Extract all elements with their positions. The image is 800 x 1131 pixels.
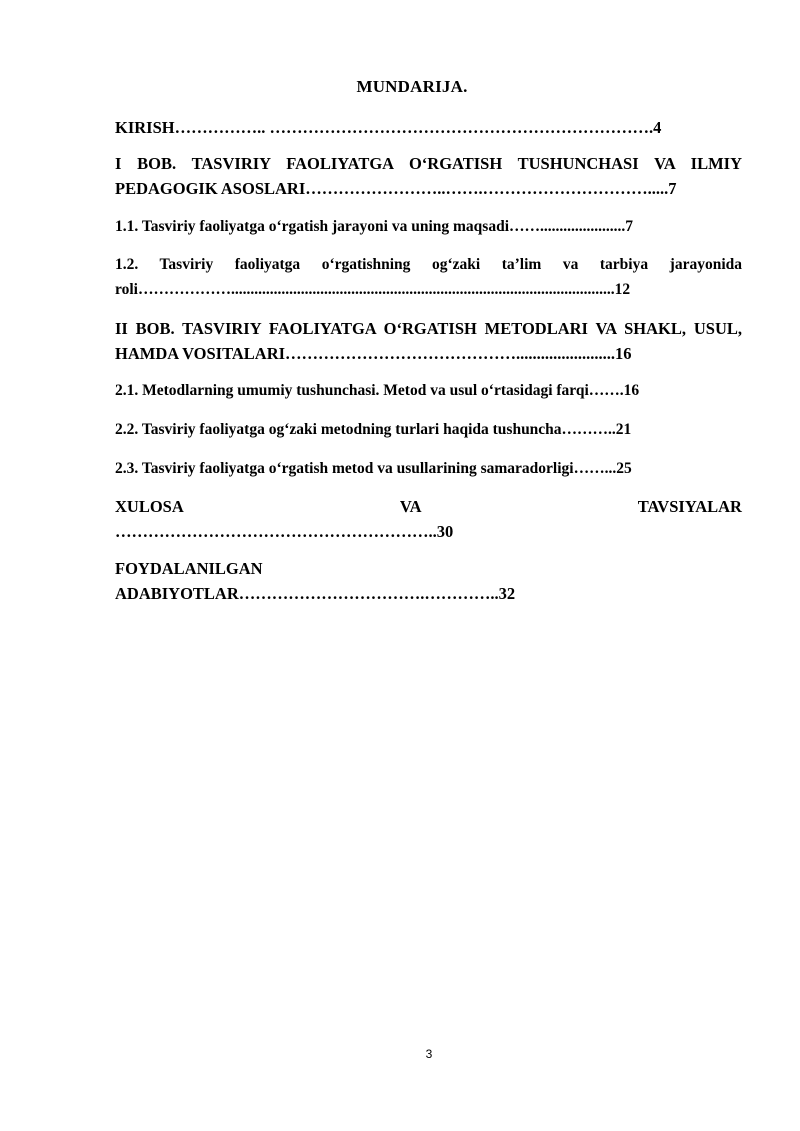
toc-entry-section-1-2: 1.2. Tasviriy faoliyatga o‘rgatishning og‘zaki ta’lim va tarbiya jarayonida roli………………...................................................................................................12 — [115, 256, 742, 298]
toc-entry-section-2-1: 2.1. Metodlarning umumiy tushunchasi. Metod va usul o‘rtasidagi farqi…….16 — [115, 382, 640, 399]
toc-entry-xulosa-line-2: …………………………………………………..30 — [115, 522, 454, 541]
table-of-contents — [115, 115, 742, 606]
toc-entry-section-1-1: 1.1. Tasviriy faoliyatga o‘rgatish jarayoni va uning maqsadi……......................7 — [115, 218, 634, 235]
toc-entry-kirish: KIRISH…………….. …………………………………………………………….4 — [115, 118, 662, 137]
page-number: 3 — [425, 1047, 433, 1061]
toc-entry-foydalanilgan-line-2: ADABIYOTLAR…………………………….…………..32 — [115, 584, 516, 603]
toc-entry-chapter-2: II BOB. TASVIRIY FAOLIYATGA O‘RGATISH METODLARI VA SHAKL, USUL, HAMDA VOSITALARI……………………………………........................16 — [115, 319, 742, 363]
toc-entry-chapter-1: I BOB. TASVIRIY FAOLIYATGA O‘RGATISH TUSHUNCHASI VA ILMIY PEDAGOGIK ASOSLARI……………………..…….………………………….....7 — [115, 154, 742, 198]
toc-entry-section-2-2: 2.2. Tasviriy faoliyatga og‘zaki metodning turlari haqida tushuncha………..21 — [115, 421, 632, 438]
toc-entry-xulosa — [115, 494, 742, 544]
toc-entry-foydalanilgan — [115, 556, 742, 606]
toc-title: MUNDARIJA. — [356, 77, 468, 96]
toc-entry-xulosa-line-1 — [115, 494, 742, 519]
toc-entry-foydalanilgan-line-1: FOYDALANILGAN — [115, 559, 263, 578]
toc-entry-xulosa-word-2: VA — [399, 497, 422, 516]
toc-entry-xulosa-word-3: TAVSIYALAR — [637, 497, 742, 516]
toc-entry-section-2-3: 2.3. Tasviriy faoliyatga o‘rgatish metod va usullarining samaradorligi……...25 — [115, 460, 632, 477]
toc-entry-xulosa-word-1: XULOSA — [115, 497, 184, 516]
